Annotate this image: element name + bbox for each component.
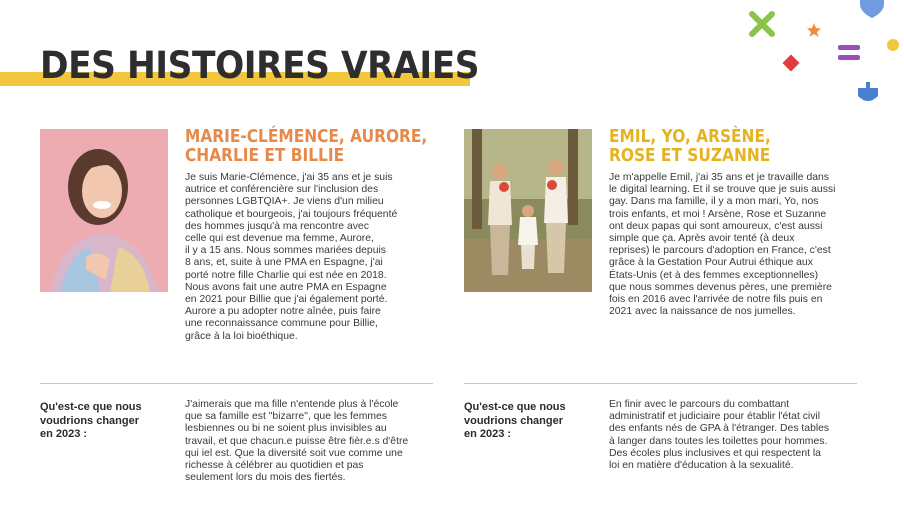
- story2-question-line: voudrions changer: [464, 414, 564, 427]
- story1-answer-line: qui iel est. Que la diversité soit vue comme une: [185, 447, 403, 459]
- story2-answer-line: des enfants nés de GPA à l'étranger. Des tables: [609, 423, 830, 435]
- story2-name: [609, 128, 771, 166]
- story1-answer-line: travail, et que chacun.e puisse être fièr.e.s d'être: [185, 435, 409, 447]
- story1-bio-line: en 2021 pour Billie que j'ai également porté.: [185, 294, 388, 306]
- family-photo: [464, 129, 592, 292]
- story2-question-line: Qu'est-ce que nous: [464, 401, 566, 413]
- diamond-icon: [780, 52, 802, 79]
- story1-bio-line: personnes LGBTQIA+. Je viens d'un milieu: [185, 196, 384, 208]
- dot-icon: [886, 38, 900, 57]
- flag-icon: [856, 82, 880, 109]
- portrait-photo: [40, 129, 168, 292]
- story2-bio-line: gay. Dans ma famille, il y a mon mari, Yo, nos: [609, 196, 819, 208]
- story1-bio-line: il y a 15 ans. Nous sommes mariées depuis: [185, 245, 386, 257]
- story1-name-line: CHARLIE ET BILLIE: [185, 146, 345, 166]
- story1-bio: [185, 172, 397, 343]
- story2-question: [464, 401, 566, 442]
- story1-bio-line: Nous avons fait une autre PMA en Espagne: [185, 281, 387, 293]
- story2-answer-line: à langer dans toutes les toilettes pour hommes.: [609, 435, 828, 447]
- story1-answer: [185, 399, 408, 484]
- story2-bio-line: États-Unis (et à des femmes exceptionnelles): [609, 269, 819, 281]
- story1-bio-line: 8 ans, et, suite à une PMA en Espagne, j'ai: [185, 257, 383, 269]
- story1-question-line: Qu'est-ce que nous: [40, 401, 142, 413]
- story2-bio-line: reprises) le parcours d'adoption en France, c'est: [609, 245, 831, 257]
- story1-answer-line: richesse à célébrer au quotidien et pas: [185, 460, 364, 472]
- story1-bio-line: Je suis Marie-Clémence, j'ai 35 ans et je suis: [185, 172, 393, 183]
- equals-icon: [838, 44, 862, 67]
- story2-bio-line: grâce à la Gestation Pour Autrui éthique aux: [609, 257, 813, 269]
- story2-answer-line: loi en matière d'éducation à la sexualité.: [609, 460, 794, 472]
- story2-bio-line: simple que ça. Après avoir tenté (à deux: [609, 233, 795, 245]
- story2-bio: [609, 172, 835, 318]
- story1-question-line: en 2023 :: [40, 428, 88, 440]
- story2-answer-line: administratif et judiciaire pour établir l'état civil: [609, 411, 821, 423]
- story1-bio-line: catholique et bourgeois, j'ai toujours fréquenté: [185, 208, 398, 220]
- story2-answer-line: En finir avec le parcours du combattant: [609, 399, 790, 410]
- story2-bio-line: 2021 avec la naissance de nos jumelles.: [609, 306, 796, 318]
- story2-bio-line: le digital learning. Et il se trouve que je suis aussi: [609, 184, 836, 196]
- story1-bio-line: une reconnaissance commune pour Billie,: [185, 318, 378, 330]
- story1-question: [40, 401, 142, 442]
- story2-question-line: en 2023 :: [464, 428, 512, 440]
- page-title: DES HISTOIRES VRAIES: [40, 44, 480, 87]
- story1-question-line: voudrions changer: [40, 414, 140, 427]
- story2-answer: [609, 399, 829, 472]
- story1-name: [185, 128, 427, 166]
- story1-bio-line: porté notre fille Charlie qui est née en 2018.: [185, 269, 387, 281]
- story1-answer-line: J'aimerais que ma fille n'entende plus à l'école: [185, 399, 399, 410]
- heart-icon: [858, 0, 886, 23]
- story1-answer-line: que sa famille est "bizarre", que les femmes: [185, 411, 387, 423]
- story1-answer-line: lesbiennes ou bi ne soient plus invisibles au: [185, 423, 387, 435]
- story2-divider: [464, 383, 857, 384]
- story2-answer-line: Des écoles plus inclusives et qui respectent la: [609, 447, 821, 459]
- story1-divider: [40, 383, 433, 384]
- story2-bio-line: ont deux papas qui sont amoureux, c'est aussi: [609, 220, 823, 232]
- story2-bio-line: Je m'appelle Emil, j'ai 35 ans et je travaille dans: [609, 172, 829, 183]
- story1-answer-line: seulement lors du mois des fiertés.: [185, 472, 346, 484]
- story2-name-line: EMIL, YO, ARSÈNE,: [609, 127, 771, 147]
- story1-bio-line: celle qui est devenue ma femme, Aurore,: [185, 233, 374, 245]
- story1-bio-line: autrice et conférencière sur l'inclusion des: [185, 184, 379, 196]
- story2-bio-line: trois enfants, et moi ! Arsène, Rose et Suzanne: [609, 208, 827, 220]
- story1-bio-line: Aurore a pu adopter notre aînée, puis faire: [185, 306, 381, 318]
- moon-icon: [814, 80, 830, 103]
- x-icon: [748, 10, 776, 43]
- story2-name-line: ROSE ET SUZANNE: [609, 146, 771, 166]
- story2-bio-line: fois en 2016 avec l'arrivée de notre fils puis en: [609, 294, 823, 306]
- story1-name-line: MARIE-CLÉMENCE, AURORE,: [185, 127, 428, 147]
- story2-bio-line: que nous sommes devenus pères, une première: [609, 281, 832, 293]
- star-icon: [806, 22, 822, 43]
- story1-bio-line: grâce à la loi bioéthique.: [185, 330, 298, 342]
- story1-bio-line: des hommes jusqu'à ma rencontre avec: [185, 220, 369, 232]
